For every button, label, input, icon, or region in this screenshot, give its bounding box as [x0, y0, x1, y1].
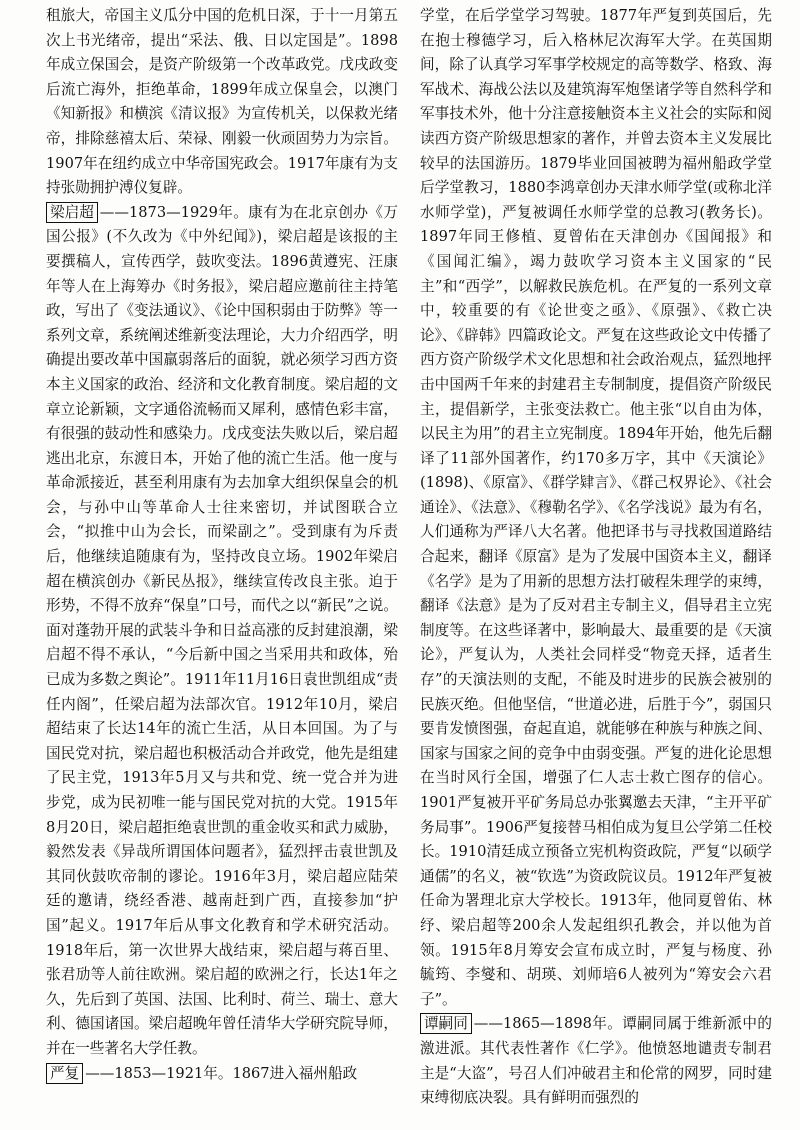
entry-yan-fu: [46, 1062, 398, 1087]
liang-qichao-text: ——1873—1929年。康有为在北京创办《万国公报》(不久改为《中外纪闻》)，梁启超是该报的主要撰稿人，宣传西学，鼓吹变法。1896黄遵宪、汪康年等人在上海筹办《时务报》，梁启超应邀前往主持笔政，写出了《变法通议》、《论中国积弱由于防弊》等一系列文章，系统阐述维新变法理论，大力介绍西学，明确提出要改革中国羸弱落后的面貌，就必须学习西方资本主义国家的政治、经济和文化教育制度。梁启超的文章立论新颖，文字通俗流畅而又犀利，感情色彩丰富，有很强的鼓动性和感染力。戊戌变法失败以后，梁启超逃出北京，东渡日本，开始了他的流亡生活。他一度与革命派接近，甚至利用康有为去加拿大组织保皇会的机会，与孙中山等革命人士往来密切，并试图联合立会，“拟推中山为会长，而梁副之”。受到康有为斥责后，他继续追随康有为，坚持改良立场。1902年梁启超在横滨创办《新民丛报》，继续宣传改良主张。迫于形势，不得不放弃“保皇”口号，而代之以“新民”之说。面对蓬勃开展的武装斗争和日益高涨的反封建浪潮，梁启超不得不承认，“今后新中国之当采用共和政体，殆已成为多数之舆论”。1911年11月16日袁世凯组成“责任内阁”，任梁启超为法部次官。1912年10月，梁启超结束了长达14年的流亡生活，从日本回国。为了与国民党对抗，梁启超也积极活动合并政党，他先是组建了民主党，1913年5月又与共和党、统一党合并为进步党，成为民初唯一能与国民党对抗的大党。1915年8月20日，梁启超拒绝袁世凯的重金收买和武力威胁，毅然发表《异哉所谓国体问题者》，猛烈抨击袁世凯及其同伙鼓吹帝制的谬论。1916年3月，梁启超应陆荣廷的邀请，绕经香港、越南赶到广西，直接参加“护国”起义。1917年后从事文化教育和学术研究活动。1918年后，第一次世界大战结束，梁启超与蒋百里、张君劢等人前往欧洲。梁启超的欧洲之行，长达1年之久，先后到了英国、法国、比利时、荷兰、瑞士、意大利、德国诸国。梁启超晚年曾任清华大学研究院导师，并在一些著名大学任教。: [46, 203, 398, 1057]
kang-youwei-continuation: 租旅大，帝国主义瓜分中国的危机日深，于十一月第五次上书光绪帝，提出“采法、俄、日以定国是”。1898年成立保国会，是资产阶级第一个改革政党。戊戌政变后流亡海外，拒绝革命，1899年成立保皇会，以澳门《知新报》和横滨《清议报》为宣传机关，以保救光绪帝，排除慈禧太后、荣禄、刚毅一伙顽固势力为宗旨。1907年在纽约成立中华帝国宪政会。1917年康有为支持张勋拥护溥仪复辟。: [46, 7, 398, 197]
term-liang-qichao: 梁启超: [46, 202, 98, 223]
yan-fu-continuation: 学堂，在后学堂学习驾驶。1877年严复到英国后，先在抱士穆德学习，后入格林尼次海军大学。在英国期间，除了认真学习军事学校规定的高等数学、格致、海军战术、海战公法以及建筑海军炮堡诸学等自然科学和军事技术外，他十分注意接触资本主义社会的实际和阅读西方资产阶级思想家的著作，并曾去资本主义发展比较早的法国游历。1879毕业回国被聘为福州船政学堂后学堂教习，1880李鸿章创办天津水师学堂(或称北洋水师学堂)，严复被调任水师学堂的总教习(教务长)。1897年同王修植、夏曾佑在天津创办《国闻报》和《国闻汇编》，竭力鼓吹学习资本主义国家的“民主”和“西学”，以解救民族危机。在严复的一系列文章中，较重要的有《论世变之亟》、《原强》、《救亡决论》、《辟韩》四篇政论文。严复在这些政论文中传播了西方资产阶级学术文化思想和社会政治观点，猛烈地抨击中国两千年来的封建君主专制制度，提倡资产阶级民主，提倡新学，主张变法救亡。他主张“以自由为体，以民主为用”的君主立宪制度。1894年开始，他先后翻译了11部外国著作，约170多万字，其中《天演论》(1898)、《原富》、《群学肄言》、《群己权界论》、《社会通诠》、《法意》、《穆勒名学》、《名学浅说》最为有名，人们通称为严译八大名著。他把译书与寻找救国道路结合起来，翻译《原富》是为了发展中国资本主义，翻译《名学》是为了用新的思想方法打破程朱理学的束缚，翻译《法意》是为了反对君主专制主义，倡导君主立宪制度等。在这些译著中，影响最大、最重要的是《天演论》，严复认为，人类社会同样受“物竞天择，适者生存”的天演法则的支配，不能及时进步的民族会被别的民族灭绝。但他坚信，“世道必进，后胜于今”，弱国只要肯发愤图强，奋起直追，就能够在种族与种族之间、国家与国家之间的竞争中由弱变强。严复的进化论思想在当时风行全国，增强了仁人志士救亡图存的信心。1901严复被开平矿务局总办张翼邀去天津，“主开平矿务局事”。1906严复接替马相伯成为复旦公学第二任校长。1910清廷成立预备立宪机构资政院，严复“以硕学通儒”的名义，被“钦选”为资政院议员。1912年严复被任命为署理北京大学校长。1913年，他同夏曾佑、林纾、梁启超等200余人发起组织孔教会，并以他为首领。1915年8月筹安会宣布成立时，严复与杨度、孙毓筠、李燮和、胡瑛、刘师培6人被列为“筹安会六君子”。: [420, 7, 772, 1008]
term-yan-fu: 严复: [46, 1063, 83, 1084]
entry-liang-qichao: [46, 201, 398, 1062]
left-column: [46, 4, 398, 1106]
term-tan-sitong: 谭嗣同: [420, 1013, 472, 1034]
right-column: [420, 4, 772, 1106]
tan-sitong-text: ——1865—1898年。谭嗣同属于维新派中的激进派。其代表性著作《仁学》。他愤怒地谴责专制君主是“大盗”，号召人们冲破君主和伦常的网罗，同时建束缚彻底决裂。具有鲜明而强烈的: [420, 1015, 772, 1106]
entry-tan-sitong: [420, 1012, 772, 1106]
yan-fu-text: ——1853—1921年。1867进入福州船政: [85, 1064, 358, 1082]
